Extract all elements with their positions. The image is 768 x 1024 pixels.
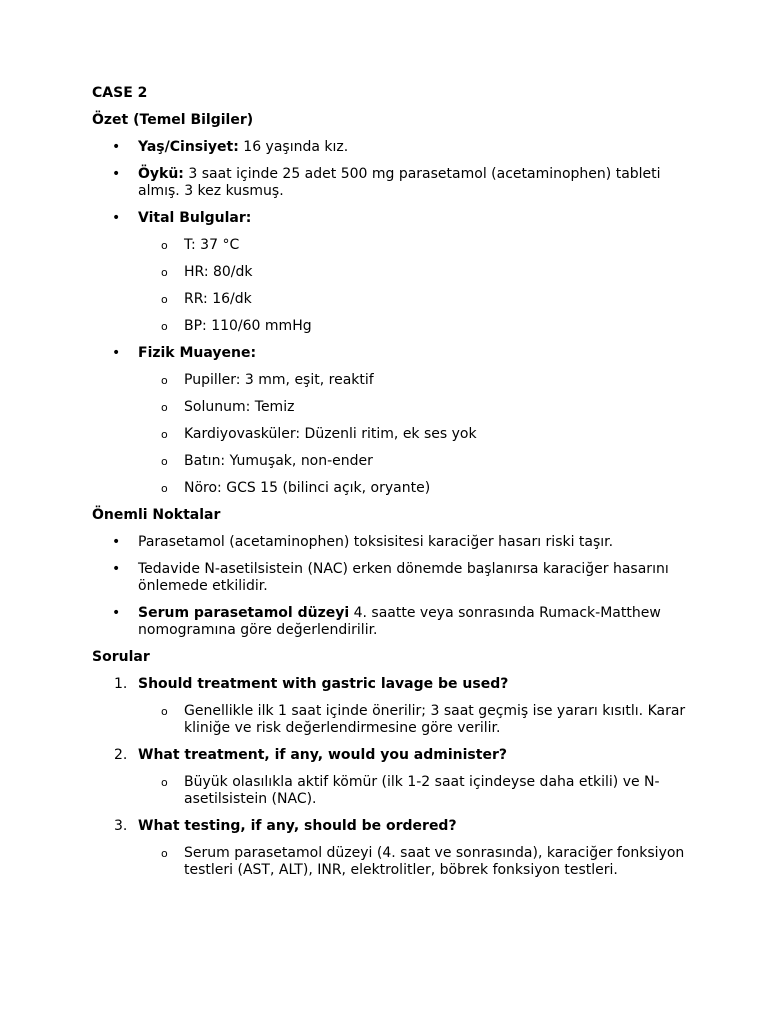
list-item-question <box>92 676 692 737</box>
summary-list <box>92 139 692 497</box>
vital-text: T: 37 °C <box>184 237 240 253</box>
bullet-icon: • <box>112 534 121 550</box>
circle-bullet-icon: o <box>161 374 168 387</box>
circle-bullet-icon: o <box>161 455 168 468</box>
question-text: What treatment, if any, would you administer? <box>138 747 507 763</box>
answer-list <box>92 774 692 808</box>
age-sex-label: Yaş/Cinsiyet: <box>138 139 239 155</box>
circle-bullet-icon: o <box>161 776 168 789</box>
circle-bullet-icon: o <box>161 293 168 306</box>
vitals-list <box>92 237 692 335</box>
list-item-exam <box>92 345 692 497</box>
bullet-icon: • <box>112 345 121 361</box>
vital-text: HR: 80/dk <box>184 264 253 280</box>
circle-bullet-icon: o <box>161 266 168 279</box>
question-text: What testing, if any, should be ordered? <box>138 818 457 834</box>
list-item-question <box>92 747 692 808</box>
question-number: 1. <box>114 676 128 692</box>
bullet-icon: • <box>112 166 121 182</box>
list-item-exam-finding <box>92 399 692 416</box>
bullet-icon: • <box>112 561 121 577</box>
key-point-bold: Serum parasetamol düzeyi <box>138 605 350 621</box>
list-item-answer <box>92 774 692 808</box>
list-item-vital <box>92 291 692 308</box>
exam-text: Batın: Yumuşak, non-ender <box>184 453 373 469</box>
list-item-key-point <box>92 534 692 551</box>
history-value: 3 saat içinde 25 adet 500 mg parasetamol (acetaminophen) tableti almış. 3 kez kusmuş. <box>138 166 661 199</box>
exam-list <box>92 372 692 497</box>
answer-list <box>92 703 692 737</box>
list-item-answer <box>92 703 692 737</box>
circle-bullet-icon: o <box>161 320 168 333</box>
key-point-text: 4. saatte veya sonrasında Rumack-Matthew nomogramına göre değerlendirilir. <box>138 605 661 638</box>
key-point-text: Parasetamol (acetaminophen) toksisitesi karaciğer hasarı riski taşır. <box>138 534 614 550</box>
exam-text: Solunum: Temiz <box>184 399 295 415</box>
case-title: CASE 2 <box>92 85 148 101</box>
bullet-icon: • <box>112 210 121 226</box>
question-text: Should treatment with gastric lavage be used? <box>138 676 509 692</box>
list-item-question <box>92 818 692 879</box>
answer-list <box>92 845 692 879</box>
exam-text: Nöro: GCS 15 (bilinci açık, oryante) <box>184 480 431 496</box>
vitals-label: Vital Bulgular: <box>138 210 252 226</box>
list-item-exam-finding <box>92 480 692 497</box>
questions-heading: Sorular <box>92 649 150 665</box>
exam-label: Fizik Muayene: <box>138 345 257 361</box>
circle-bullet-icon: o <box>161 482 168 495</box>
bullet-icon: • <box>112 605 121 621</box>
key-point-text: Tedavide N-asetilsistein (NAC) erken dönemde başlanırsa karaciğer hasarını önlemede etkilidir. <box>138 561 669 594</box>
list-item-vital <box>92 264 692 281</box>
list-item-vital <box>92 318 692 335</box>
age-sex-value: 16 yaşında kız. <box>238 139 349 155</box>
circle-bullet-icon: o <box>161 239 168 252</box>
questions-list <box>92 676 692 879</box>
vital-text: RR: 16/dk <box>184 291 252 307</box>
list-item-exam-finding <box>92 372 692 389</box>
circle-bullet-icon: o <box>161 847 168 860</box>
answer-text: Büyük olasılıkla aktif kömür (ilk 1-2 saat içindeyse daha etkili) ve N-asetilsistein (NAC). <box>184 774 660 807</box>
question-number: 2. <box>114 747 128 763</box>
list-item-exam-finding <box>92 426 692 443</box>
key-points-list <box>92 534 692 639</box>
circle-bullet-icon: o <box>161 428 168 441</box>
list-item-age-sex <box>92 139 692 156</box>
bullet-icon: • <box>112 139 121 155</box>
answer-text: Serum parasetamol düzeyi (4. saat ve sonrasında), karaciğer fonksiyon testleri (AST, ALT), INR, elektrolitler, böbrek fonksiyon testleri. <box>184 845 685 878</box>
document-content <box>92 85 692 889</box>
list-item-history <box>92 166 692 200</box>
exam-text: Pupiller: 3 mm, eşit, reaktif <box>184 372 374 388</box>
circle-bullet-icon: o <box>161 401 168 414</box>
summary-heading: Özet (Temel Bilgiler) <box>92 112 254 128</box>
list-item-vital <box>92 237 692 254</box>
circle-bullet-icon: o <box>161 705 168 718</box>
vital-text: BP: 110/60 mmHg <box>184 318 312 334</box>
history-label: Öykü: <box>138 166 184 182</box>
list-item-key-point <box>92 605 692 639</box>
list-item-key-point <box>92 561 692 595</box>
question-number: 3. <box>114 818 128 834</box>
key-points-heading: Önemli Noktalar <box>92 507 221 523</box>
list-item-answer <box>92 845 692 879</box>
exam-text: Kardiyovasküler: Düzenli ritim, ek ses yok <box>184 426 477 442</box>
answer-text: Genellikle ilk 1 saat içinde önerilir; 3 saat geçmiş ise yararı kısıtlı. Karar kliniğe ve risk değerlendirmesine göre verilir. <box>184 703 686 736</box>
list-item-vitals <box>92 210 692 335</box>
list-item-exam-finding <box>92 453 692 470</box>
